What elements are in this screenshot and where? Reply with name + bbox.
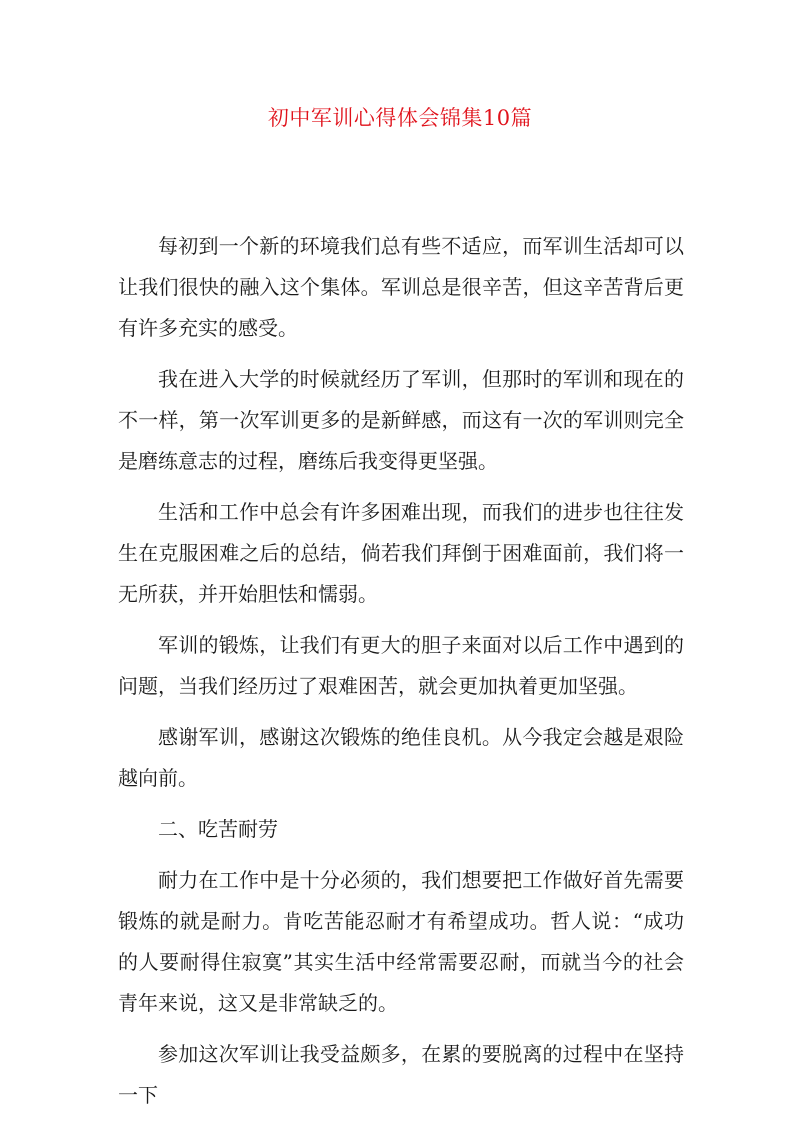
paragraph: 耐力在工作中是十分必须的，我们想要把工作做好首先需要锻炼的就是耐力。肯吃苦能忍耐才有希望成功。哲人说：“成功的人要耐得住寂寞”其实生活中经常需要忍耐，而就当今的社会青年来说，这又是非常缺乏的。 (118, 868, 684, 1015)
paragraph: 生活和工作中总会有许多困难出现，而我们的进步也往往发生在克服困难之后的总结，倘若我们拜倒于困难面前，我们将一无所获，并开始胆怯和懦弱。 (118, 500, 684, 606)
paragraph: 参加这次军训让我受益颇多，在累的要脱离的过程中在坚持一下 (118, 1042, 684, 1107)
section-heading: 二、吃苦耐劳 (158, 817, 278, 841)
document-body (118, 226, 684, 1126)
paragraph: 我在进入大学的时候就经历了军训，但那时的军训和现在的不一样，第一次军训更多的是新鲜感，而这有一次的军训则完全是磨练意志的过程，磨练后我变得更坚强。 (118, 367, 684, 473)
paragraph: 感谢军训，感谢这次锻炼的绝佳良机。从今我定会越是艰险越向前。 (118, 725, 684, 790)
paragraph: 军训的锻炼，让我们有更大的胆子来面对以后工作中遇到的问题，当我们经历过了艰难困苦，就会更加执着更加坚强。 (118, 633, 684, 698)
paragraph: 每初到一个新的环境我们总有些不适应，而军训生活却可以让我们很快的融入这个集体。军训总是很辛苦，但这辛苦背后更有许多充实的感受。 (118, 234, 684, 340)
document-title: 初中军训心得体会锦集10篇 (267, 106, 533, 130)
